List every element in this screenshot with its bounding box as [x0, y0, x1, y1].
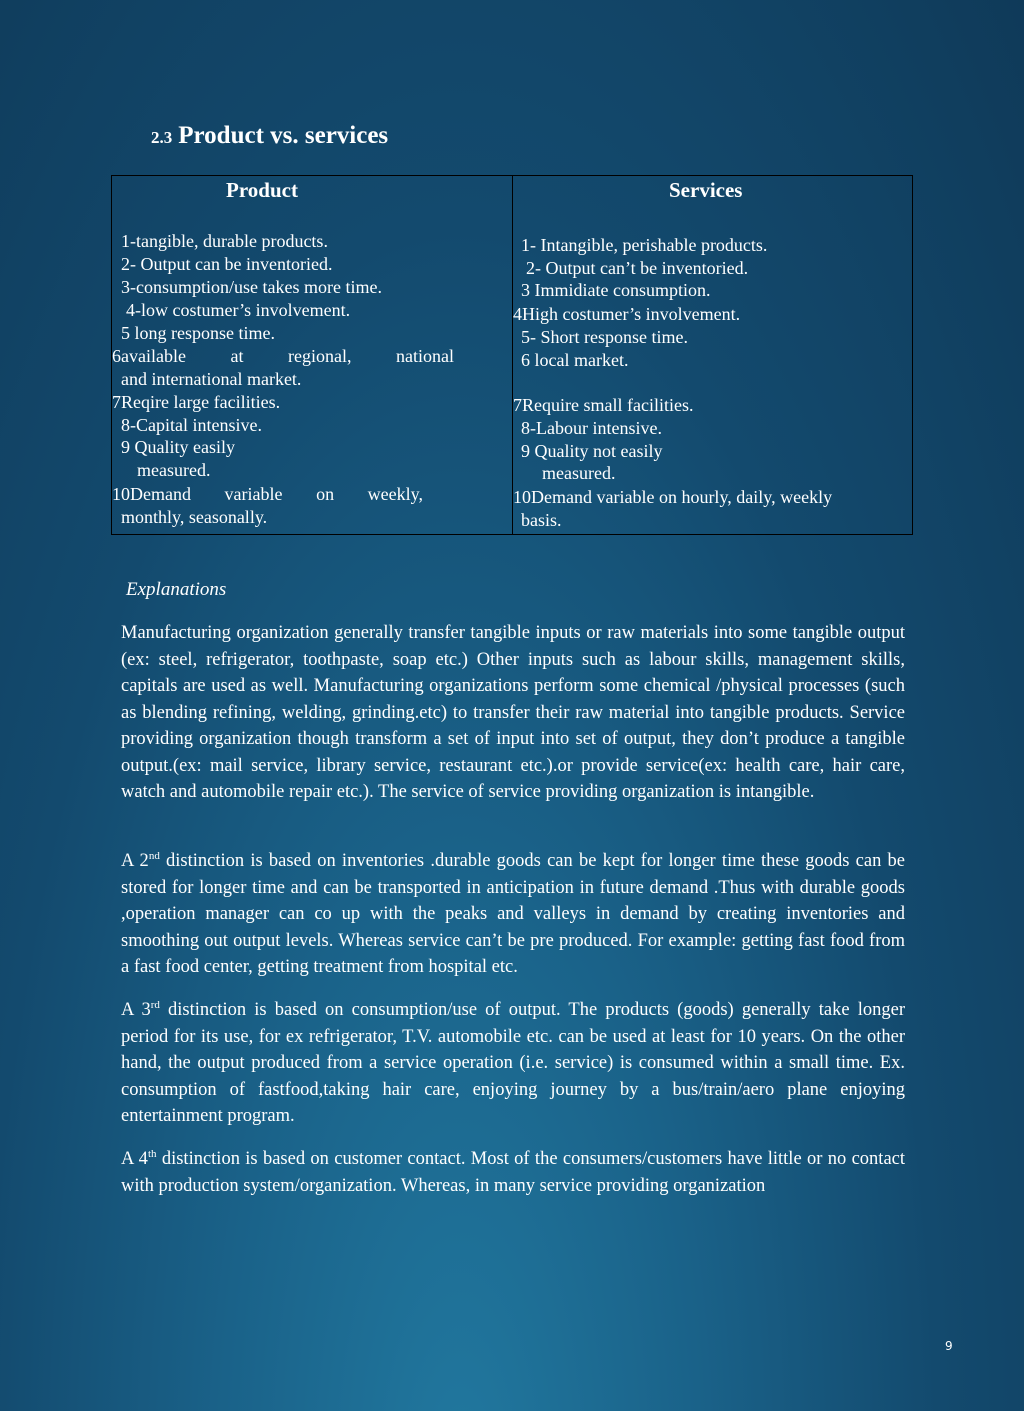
service-item: 7Require small facilities. [513, 395, 694, 415]
service-item: measured. [542, 463, 616, 483]
service-item: 5- Short response time. [521, 327, 688, 347]
section-number: 2.3 [151, 128, 173, 147]
paragraph-4-text: distinction is based on customer contact. Most of the consumers/customers have little or no contact with production system/organization. Whereas, in many service providing organization [121, 1149, 906, 1196]
product-item: measured. [137, 460, 211, 480]
product-item: 6available at regional, national [112, 346, 454, 366]
paragraph-3 [121, 997, 905, 1130]
product-column [112, 176, 513, 534]
paragraph-4 [121, 1146, 905, 1199]
ordinal-suffix: th [147, 1148, 157, 1160]
service-item: 10Demand variable on hourly, daily, weekly [513, 487, 833, 507]
paragraph-1: Manufacturing organization generally transfer tangible inputs or raw materials into some tangible output (ex: steel, refrigerator, toothpaste, soap etc.) Other inputs such as labour skills, management skills, capitals are used as well. Manufacturing organizations perform some chemical /physical processes (such as blending refining, welding, grinding.etc) to transfer their raw material into tangible products. Service providing organization though transform a set of input into set of output, they don’t produce a tangible output.(ex: mail service, library service, restaurant etc.).or provide service(ex: health care, hair care, watch and automobile repair etc.). The service of service providing organization is intangible. [121, 623, 905, 802]
section-title: Product vs. services [178, 122, 389, 149]
service-item: 4High costumer’s involvement. [513, 304, 741, 324]
product-item: monthly, seasonally. [121, 507, 268, 527]
ordinal-suffix: rd [150, 999, 160, 1011]
product-item: 7Reqire large facilities. [112, 392, 281, 412]
product-item: 3-consumption/use takes more time. [121, 277, 382, 297]
paragraph-3-text: distinction is based on consumption/use of output. The products (goods) generally take longer period for its use, for ex refrigerator, T.V. automobile etc. can be used at least for 10 years. On the other hand, the output produced from a service operation (i.e. service) is consumed within a small time. Ex. consumption of fastfood,taking hair care, enjoying journey by a bus/train/aero plane enjoying entertainment program. [121, 1000, 906, 1126]
product-item: 2- Output can be inventoried. [121, 254, 333, 274]
ordinal-suffix: nd [148, 850, 160, 862]
product-item: 10Demand variable on weekly, [112, 484, 423, 504]
service-item: basis. [521, 510, 562, 530]
paragraph-2-text: distinction is based on inventories .durable goods can be kept for longer time these goods can be stored for longer time and can be transported in anticipation in future demand .Thus with durable goods ,operation manager can co up with the peaks and valleys in demand by creating inventories and smoothing out output levels. Whereas service can’t be pre produced. For example: getting fast food from a fast food center, getting treatment from hospital etc. [121, 851, 905, 977]
comparison-table [111, 175, 913, 535]
service-item: 9 Quality not easily [521, 441, 663, 461]
product-header: Product [226, 178, 298, 202]
service-item: 8-Labour intensive. [521, 418, 662, 438]
product-item: 5 long response time. [121, 323, 275, 343]
page-number: 9 [945, 1339, 953, 1353]
product-item: 1-tangible, durable products. [121, 231, 328, 251]
product-item: 4-low costumer’s involvement. [126, 300, 351, 320]
service-item: 6 local market. [521, 350, 629, 370]
service-item: 3 Immidiate consumption. [521, 280, 711, 300]
product-item: and international market. [121, 369, 302, 389]
paragraph-2-start: A 2 [121, 851, 149, 871]
service-item: 2- Output can’t be inventoried. [526, 258, 749, 278]
services-header: Services [669, 178, 743, 202]
paragraph-3-start: A 3 [121, 1000, 151, 1020]
service-item: 1- Intangible, perishable products. [521, 235, 768, 255]
product-item: 8-Capital intensive. [121, 415, 262, 435]
services-column [513, 176, 912, 534]
section-heading [151, 122, 388, 150]
explanations-heading: Explanations [126, 579, 227, 600]
product-item: 9 Quality easily [121, 437, 235, 457]
paragraph-2 [121, 848, 905, 981]
paragraph-4-start: A 4 [121, 1149, 148, 1169]
